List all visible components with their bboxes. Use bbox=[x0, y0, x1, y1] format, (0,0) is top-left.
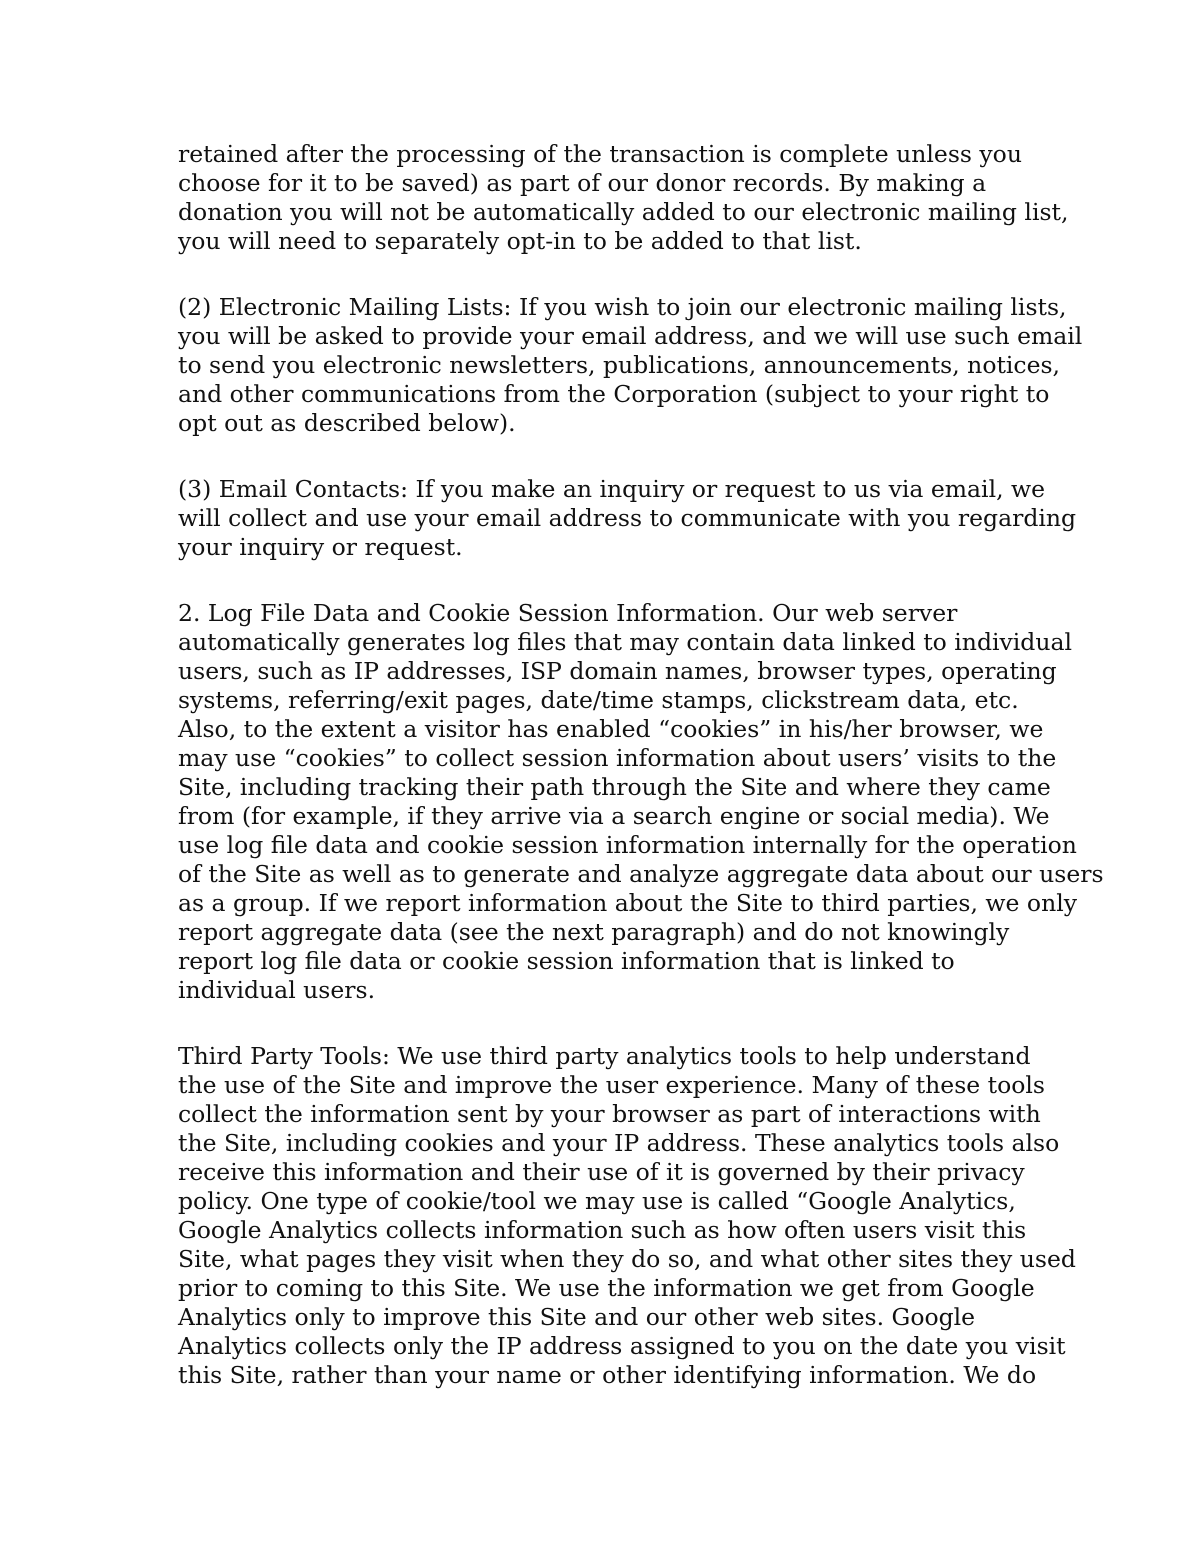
text-line: policy. One type of cookie/tool we may use is called “Google Analytics, bbox=[178, 1187, 1016, 1215]
text-line: retained after the processing of the transaction is complete unless you bbox=[178, 140, 1022, 168]
text-line: Site, including tracking their path through the Site and where they came bbox=[178, 773, 1051, 801]
text-line: will collect and use your email address to communicate with you regarding bbox=[178, 504, 1077, 532]
text-line: (2) Electronic Mailing Lists: If you wish to join our electronic mailing lists, bbox=[178, 293, 1067, 321]
text-line: 2. Log File Data and Cookie Session Information. Our web server bbox=[178, 599, 958, 627]
paragraph-electronic-mailing-lists bbox=[178, 293, 1083, 438]
text-line: receive this information and their use of it is governed by their privacy bbox=[178, 1158, 1025, 1186]
text-line: your inquiry or request. bbox=[178, 533, 463, 561]
text-line: individual users. bbox=[178, 976, 376, 1004]
text-line: you will be asked to provide your email address, and we will use such email bbox=[178, 322, 1083, 350]
text-line: as a group. If we report information about the Site to third parties, we only bbox=[178, 889, 1077, 917]
paragraph-third-party-tools bbox=[178, 1042, 1076, 1390]
text-line: use log file data and cookie session information internally for the operation bbox=[178, 831, 1077, 859]
text-line: the use of the Site and improve the user experience. Many of these tools bbox=[178, 1071, 1045, 1099]
text-line: donation you will not be automatically added to our electronic mailing list, bbox=[178, 198, 1069, 226]
text-line: report aggregate data (see the next paragraph) and do not knowingly bbox=[178, 918, 1010, 946]
text-line: prior to coming to this Site. We use the information we get from Google bbox=[178, 1274, 1035, 1302]
paragraph-email-contacts bbox=[178, 475, 1077, 562]
paragraph-log-file-data bbox=[178, 599, 1104, 1005]
text-line: of the Site as well as to generate and analyze aggregate data about our users bbox=[178, 860, 1104, 888]
paragraph-donor-records bbox=[178, 140, 1069, 256]
document-body bbox=[178, 140, 1104, 1390]
text-line: from (for example, if they arrive via a search engine or social media). We bbox=[178, 802, 1050, 830]
text-line: and other communications from the Corporation (subject to your right to bbox=[178, 380, 1050, 408]
text-line: the Site, including cookies and your IP address. These analytics tools also bbox=[178, 1129, 1060, 1157]
text-line: Also, to the extent a visitor has enabled “cookies” in his/her browser, we bbox=[178, 715, 1044, 743]
text-line: you will need to separately opt-in to be added to that list. bbox=[178, 227, 862, 255]
text-line: automatically generates log files that may contain data linked to individual bbox=[178, 628, 1072, 656]
text-line: Analytics collects only the IP address assigned to you on the date you visit bbox=[178, 1332, 1066, 1360]
text-line: collect the information sent by your browser as part of interactions with bbox=[178, 1100, 1041, 1128]
text-line: (3) Email Contacts: If you make an inquiry or request to us via email, we bbox=[178, 475, 1046, 503]
text-line: may use “cookies” to collect session information about users’ visits to the bbox=[178, 744, 1057, 772]
text-line: Analytics only to improve this Site and our other web sites. Google bbox=[178, 1303, 976, 1331]
text-line: opt out as described below). bbox=[178, 409, 516, 437]
text-line: this Site, rather than your name or other identifying information. We do bbox=[178, 1361, 1037, 1389]
text-line: to send you electronic newsletters, publications, announcements, notices, bbox=[178, 351, 1061, 379]
text-line: Third Party Tools: We use third party analytics tools to help understand bbox=[178, 1042, 1031, 1070]
text-line: choose for it to be saved) as part of our donor records. By making a bbox=[178, 169, 987, 197]
text-line: report log file data or cookie session information that is linked to bbox=[178, 947, 955, 975]
text-line: Google Analytics collects information such as how often users visit this bbox=[178, 1216, 1027, 1244]
text-line: users, such as IP addresses, ISP domain names, browser types, operating bbox=[178, 657, 1057, 685]
text-line: Site, what pages they visit when they do so, and what other sites they used bbox=[178, 1245, 1076, 1273]
text-line: systems, referring/exit pages, date/time stamps, clickstream data, etc. bbox=[178, 686, 1019, 714]
